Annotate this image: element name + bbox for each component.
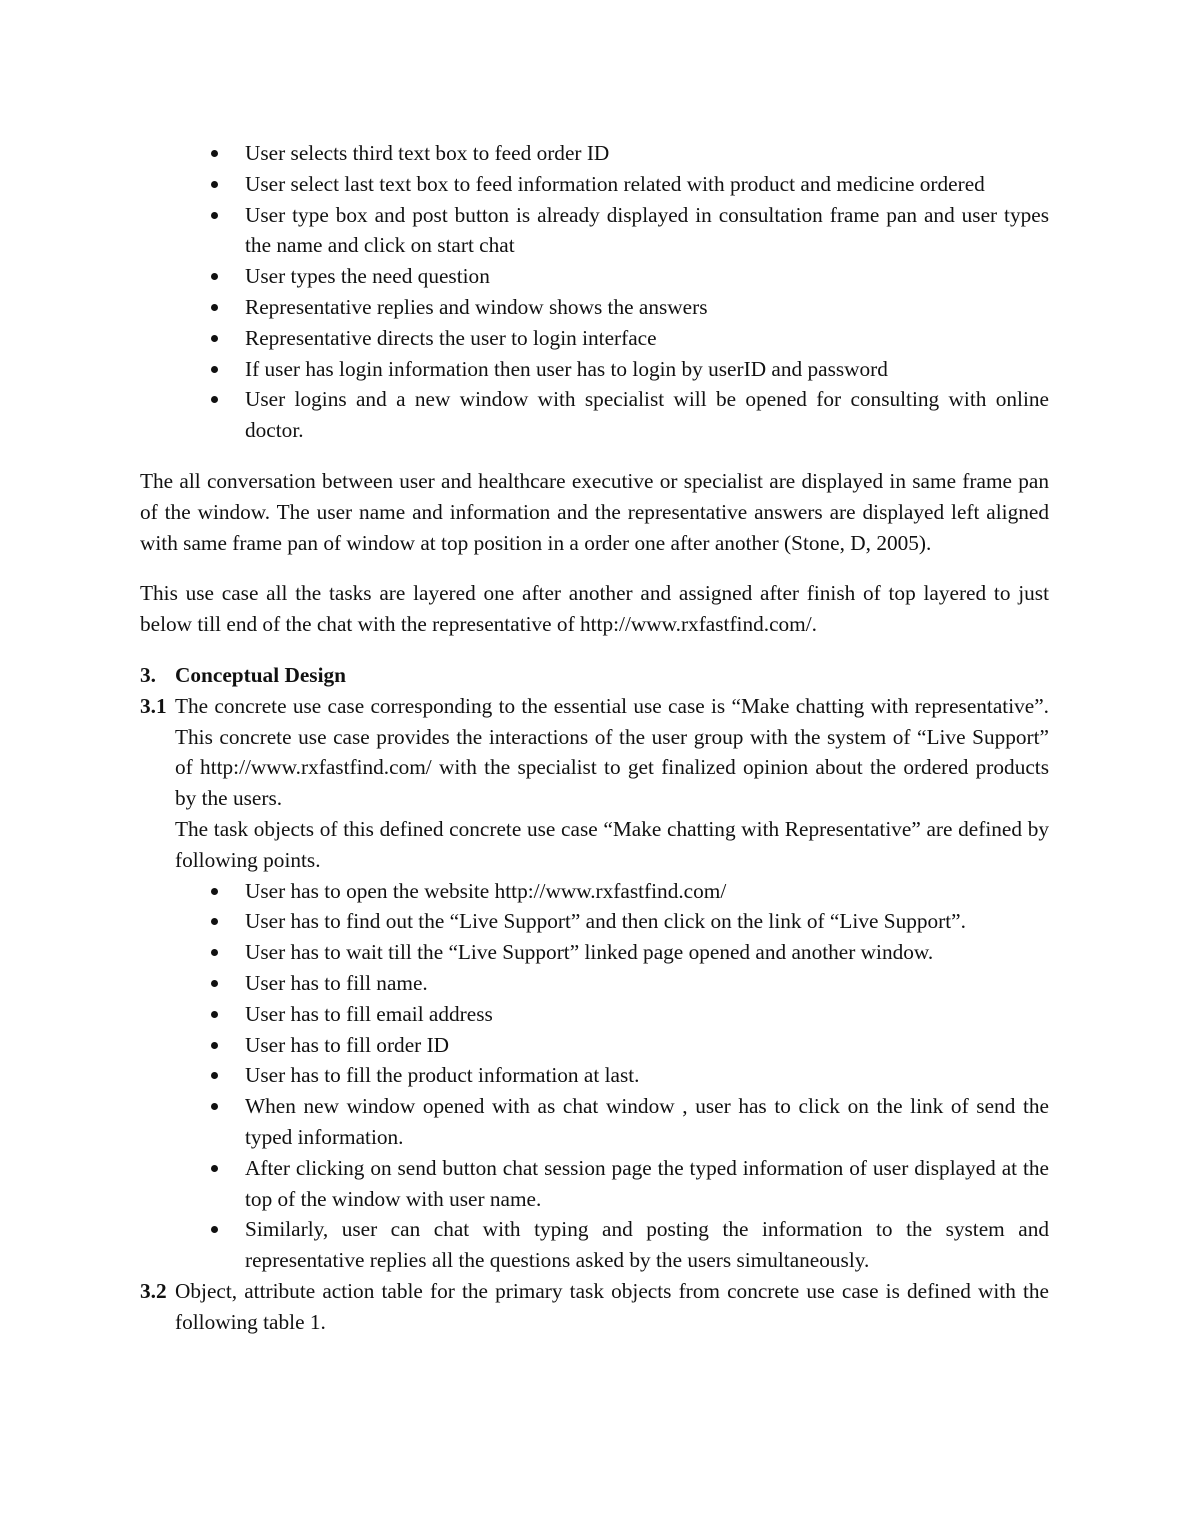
item-text: Object, attribute action table for the primary task objects from concrete use case is defined with the following table 1.: [175, 1278, 1049, 1334]
section-heading: [140, 660, 1049, 691]
list-item: User has to wait till the “Live Support” linked page opened and another window.: [175, 937, 1049, 968]
list-item: Representative replies and window shows the answers: [140, 292, 1049, 323]
list-item: User has to fill email address: [175, 999, 1049, 1030]
item-number: 3.2: [140, 1278, 167, 1303]
section-title: Conceptual Design: [175, 662, 346, 687]
list-item: User types the need question: [140, 261, 1049, 292]
list-item: After clicking on send button chat session page the typed information of user displayed at the top of the window with user name.: [175, 1153, 1049, 1215]
document-page: [140, 138, 1049, 1337]
list-item: User type box and post button is already displayed in consultation frame pan and user types the name and click on start chat: [140, 200, 1049, 262]
item-text-continued: The task objects of this defined concrete use case “Make chatting with Representative” are defined by following points.: [175, 816, 1049, 872]
conversation-paragraph: The all conversation between user and healthcare executive or specialist are displayed in same frame pan of the window. The user name and information and the representative answers are displayed left aligned with same frame pan of window at top position in a order one after another (Stone, D, 2005).: [140, 468, 1049, 555]
item-text: The concrete use case corresponding to the essential use case is “Make chatting with representative”. This concrete use case provides the interactions of the user group with the system of “Live Support” of http://www.rxfastfind.com/ with the specialist to get finalized opinion about the ordered products by the users.: [175, 693, 1049, 811]
list-item: User has to find out the “Live Support” and then click on the link of “Live Support”.: [175, 906, 1049, 937]
numbered-item-3-1: [140, 691, 1049, 1276]
task-bullet-list: [140, 138, 1049, 446]
layering-paragraph: This use case all the tasks are layered one after another and assigned after finish of top layered to just below till end of the chat with the representative of http://www.rxfastfind.com/.: [140, 581, 1049, 637]
list-item: Representative directs the user to login interface: [140, 323, 1049, 354]
list-item: User select last text box to feed information related with product and medicine ordered: [140, 169, 1049, 200]
numbered-item-3-2: [140, 1276, 1049, 1338]
list-item: User has to fill order ID: [175, 1030, 1049, 1061]
task-objects-list: [175, 876, 1049, 1276]
list-item: When new window opened with as chat window , user has to click on the link of send the typed information.: [175, 1091, 1049, 1153]
list-item: User has to open the website http://www.rxfastfind.com/: [175, 876, 1049, 907]
list-item: User has to fill name.: [175, 968, 1049, 999]
list-item: If user has login information then user has to login by userID and password: [140, 354, 1049, 385]
list-item: User has to fill the product information at last.: [175, 1060, 1049, 1091]
list-item: User logins and a new window with specialist will be opened for consulting with online doctor.: [140, 384, 1049, 446]
list-item: Similarly, user can chat with typing and posting the information to the system and representative replies all the questions asked by the users simultaneously.: [175, 1214, 1049, 1276]
list-item: User selects third text box to feed order ID: [140, 138, 1049, 169]
section-number: 3.: [140, 662, 156, 687]
item-number: 3.1: [140, 693, 167, 718]
